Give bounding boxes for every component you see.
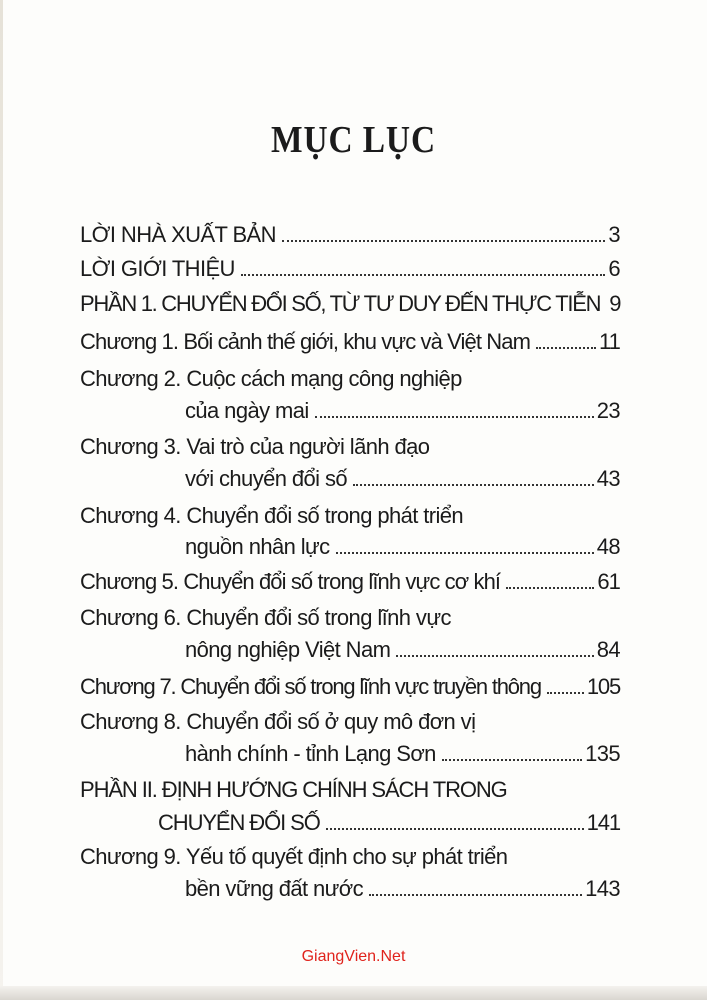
dot-leader xyxy=(442,759,582,761)
entry-label: Chương 5. Chuyển đổi số trong lĩnh vực cơ khí xyxy=(80,569,501,594)
toc-entry xyxy=(80,569,620,595)
entry-label: PHẦN 1. CHUYỂN ĐỔI SỐ, TỪ TƯ DUY ĐẾN THỰC TIỄN xyxy=(80,291,601,316)
toc-entry xyxy=(80,256,620,282)
dot-leader xyxy=(241,274,606,276)
entry-label-cont: của ngày mai xyxy=(185,398,309,423)
page-title: MỤC LỤC xyxy=(271,119,436,161)
page-edge xyxy=(0,0,3,1000)
toc-entry xyxy=(80,291,620,317)
entry-page: 105 xyxy=(586,674,620,699)
entry-page: 43 xyxy=(596,466,620,491)
toc-entry-continuation xyxy=(185,876,620,902)
dot-leader xyxy=(396,655,593,657)
toc-entry-continuation xyxy=(185,637,620,663)
toc-entry-continuation xyxy=(158,810,620,836)
entry-label: Chương 6. Chuyển đổi số trong lĩnh vực xyxy=(80,605,451,630)
dot-leader xyxy=(336,552,594,554)
toc-entry-continuation xyxy=(185,466,620,492)
entry-label: PHẦN II. ĐỊNH HƯỚNG CHÍNH SÁCH TRONG xyxy=(80,777,507,802)
dot-leader xyxy=(326,828,584,830)
entry-page: 61 xyxy=(597,569,620,594)
entry-page: 11 xyxy=(598,329,620,354)
entry-page: 9 xyxy=(609,291,621,316)
entry-page: 135 xyxy=(585,741,620,766)
entry-label-cont: hành chính - tỉnh Lạng Sơn xyxy=(185,741,436,766)
entry-label: Chương 3. Vai trò của người lãnh đạo xyxy=(80,434,430,459)
toc-entry-continuation xyxy=(185,398,620,424)
dot-leader xyxy=(547,692,584,694)
entry-label: Chương 8. Chuyển đổi số ở quy mô đơn vị xyxy=(80,709,476,734)
dot-leader xyxy=(282,240,605,242)
entry-page: 84 xyxy=(596,637,620,662)
entry-page: 6 xyxy=(608,256,620,281)
entry-label: LỜI GIỚI THIỆU xyxy=(80,256,235,281)
entry-label-cont: CHUYỂN ĐỔI SỐ xyxy=(158,810,320,835)
entry-label-cont: nông nghiệp Việt Nam xyxy=(185,637,391,662)
toc-entry xyxy=(80,503,620,529)
entry-page: 3 xyxy=(608,222,620,247)
toc-entry-continuation xyxy=(185,741,620,767)
entry-label: Chương 1. Bối cảnh thế giới, khu vực và Việt Nam xyxy=(80,329,531,354)
toc-entry xyxy=(80,674,620,700)
entry-label-cont: với chuyển đổi số xyxy=(185,466,347,491)
toc-entry xyxy=(80,709,620,735)
entry-page: 48 xyxy=(596,534,620,559)
toc-entry xyxy=(80,329,620,355)
toc-entry xyxy=(80,777,620,803)
entry-label: LỜI NHÀ XUẤT BẢN xyxy=(80,222,276,247)
entry-label: Chương 4. Chuyển đổi số trong phát triển xyxy=(80,503,464,528)
dot-leader xyxy=(315,416,594,418)
toc-entry-continuation xyxy=(185,534,620,560)
entry-label-cont: bền vững đất nước xyxy=(185,876,364,901)
entry-page: 143 xyxy=(585,876,620,901)
toc-entry xyxy=(80,844,620,870)
entry-label-cont: nguồn nhân lực xyxy=(185,534,330,559)
toc-entry xyxy=(80,434,620,460)
entry-page: 23 xyxy=(596,398,620,423)
dot-leader xyxy=(353,484,594,486)
toc-entry xyxy=(80,366,620,392)
toc-entry xyxy=(80,222,620,248)
watermark: GiangVien.Net xyxy=(301,948,406,965)
page-bottom-shadow xyxy=(0,986,707,1000)
dot-leader xyxy=(536,347,596,349)
toc-entry xyxy=(80,605,620,631)
dot-leader xyxy=(506,587,594,589)
entry-label: Chương 7. Chuyển đổi số trong lĩnh vực truyền thông xyxy=(80,674,541,699)
dot-leader xyxy=(369,894,582,896)
entry-label: Chương 9. Yếu tố quyết định cho sự phát triển xyxy=(80,844,508,869)
entry-page: 141 xyxy=(586,810,620,835)
entry-label: Chương 2. Cuộc cách mạng công nghiệp xyxy=(80,366,462,391)
